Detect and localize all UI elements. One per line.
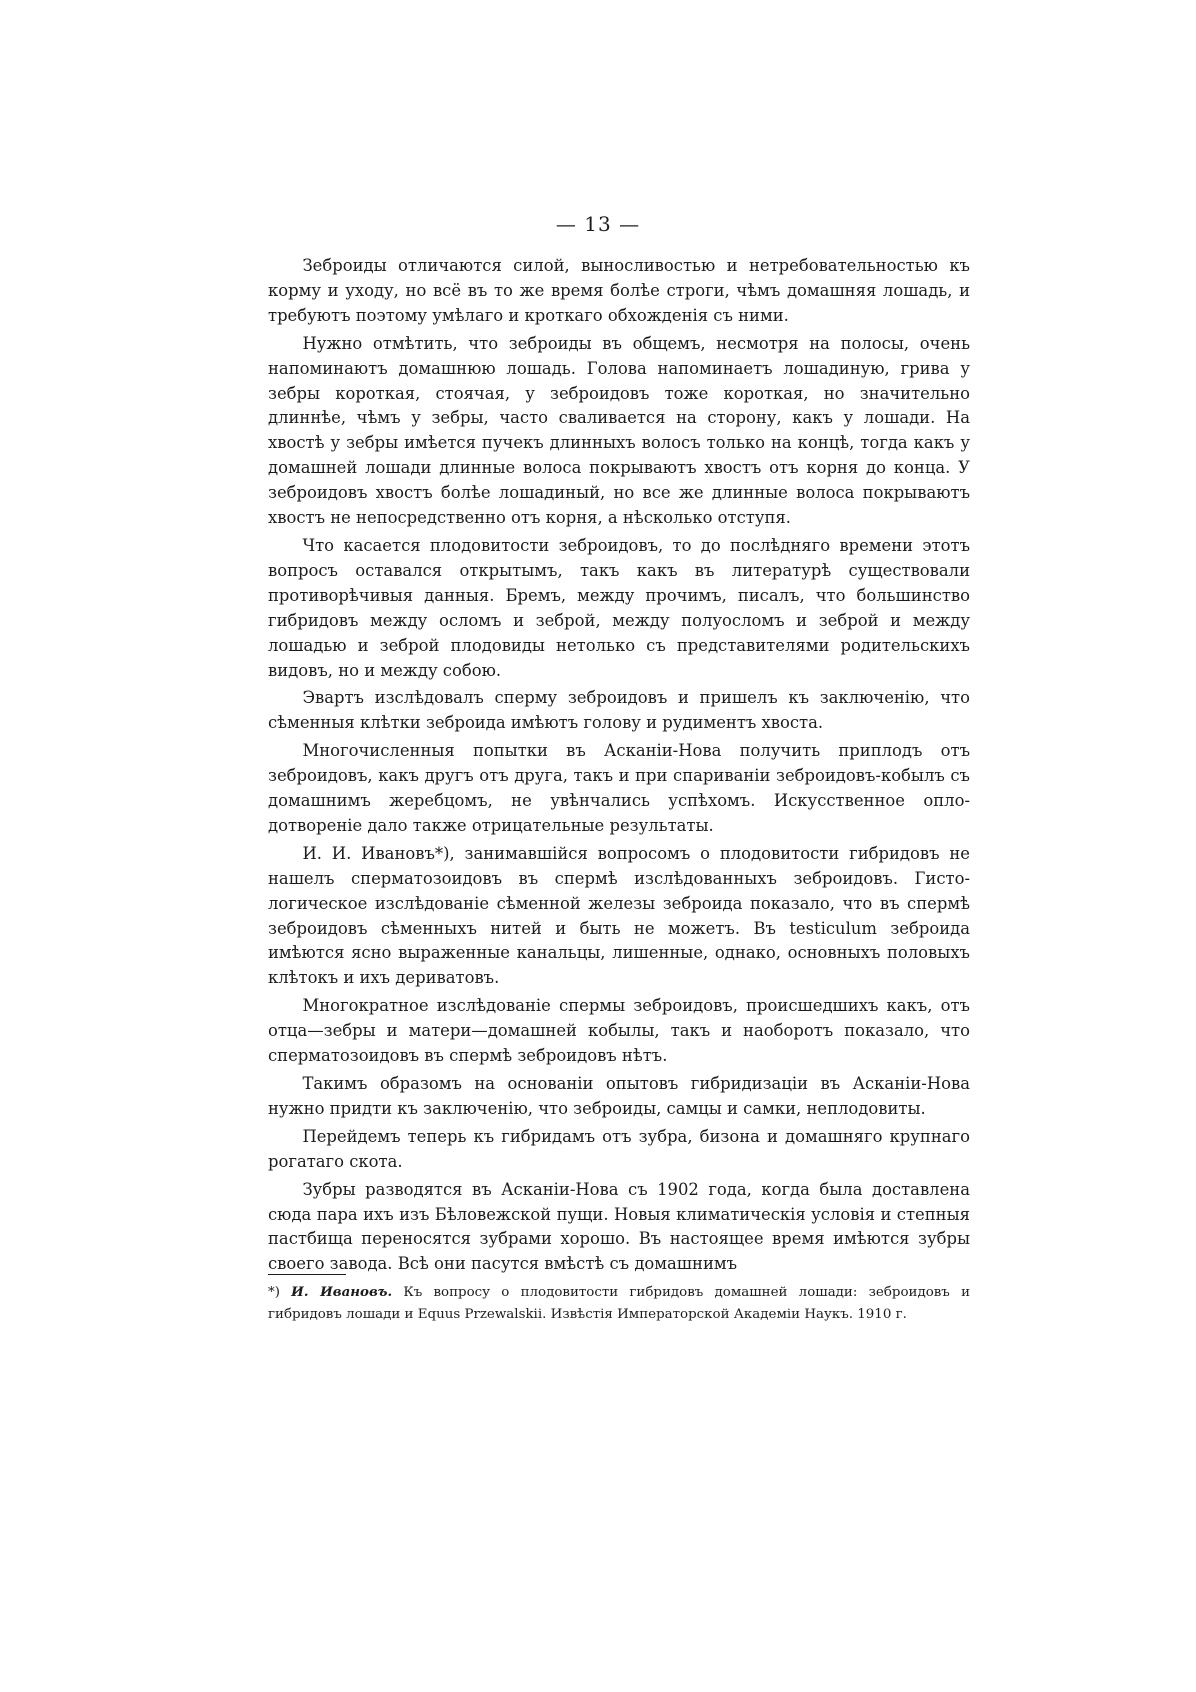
paragraph: Зубры разводятся въ Асканіи-Нова съ 1902 года, когда была доставлена сюда пара ихъ изъ Бѣловежской пущи. Новыя климатическія условія и степныя пастбища переносятся зубрами хорошо. Въ настоящее время имѣются зубры своего завода. Всѣ они пасутся вмѣстѣ съ домашнимъ xyxy=(268,1179,970,1274)
footnote xyxy=(268,1281,970,1326)
paragraph: Такимъ образомъ на основаніи опытовъ гибридизаціи въ Асканіи-Нова нужно придти къ заключенію, что зеброиды, самцы и самки, неплодовиты. xyxy=(268,1074,970,1118)
page-number: — 13 — xyxy=(555,212,641,236)
body-text xyxy=(268,254,970,1280)
footnote-text: Къ вопросу о плодовитости гибридовъ домашней лошади: зеброидовъ и гибридовъ лошади и Equus Przewalskii. Извѣстія Императорской Академіи Наукъ. 1910 г. xyxy=(268,1285,970,1322)
footnote-divider xyxy=(268,1274,346,1275)
paragraph: Зеброиды отличаются силой, выносливостью и нетребовательностью къ корму и уходу, но всё въ то же время болѣе строги, чѣмъ домашняя лошадь, и требуютъ поэтому умѣлаго и кроткаго обхожденія съ ними. xyxy=(268,256,970,325)
paragraph: Что касается плодовитости зеброидовъ, то до послѣдняго времени этотъ вопросъ оставался открытымъ, такъ какъ въ литературѣ существовали противорѣчивыя данныя. Бремъ, между прочимъ, писалъ, что большинство гибридовъ между осломъ и зеброй, между полуосломъ и зеброй и между лошадью и зеброй плодовиды нетолько съ представителями родительскихъ видовъ, но и между собою. xyxy=(268,535,970,680)
footnote-author: И. Ивановъ. xyxy=(291,1284,393,1300)
paragraph: Эвартъ изслѣдовалъ сперму зеброидовъ и пришелъ къ заключенію, что сѣменныя клѣтки зеброида имѣютъ голову и рудиментъ хвоста. xyxy=(268,688,970,733)
paragraph: Многократное изслѣдованіе спермы зеброидовъ, происшедшихъ какъ, отъ отца—зебры и матери—домашней кобылы, такъ и наоборотъ показало, что сперматозоидовъ въ спермѣ зеброидовъ нѣтъ. xyxy=(268,996,970,1066)
paragraph: Нужно отмѣтить, что зеброиды въ общемъ, несмотря на полосы, очень напоминаютъ домашнюю лошадь. Голова напоминаетъ лошадиную, грива у зебры короткая, стоячая, у зеброидовъ тоже короткая, но значительно длиннѣе, чѣмъ у зебры, часто сваливается на сторону, какъ у лошади. На хвостѣ у зебры имѣется пучекъ длинныхъ волосъ только на концѣ, тогда какъ у домашней лошади длинные волоса покрываютъ хвостъ отъ корня до конца. У зеброидовъ хвостъ болѣе лошадиный, но все же длинные волоса покрываютъ хвостъ не непосредственно отъ корня, а нѣсколько отступя. xyxy=(268,333,970,528)
paragraph: И. И. Ивановъ*), занимавшійся вопросомъ о плодовитости гибридовъ не нашелъ сперматозоидовъ въ спермѣ изслѣдованныхъ зеброидовъ. Гистологическое изслѣдованіе сѣменной железы зеброида показало, что въ спермѣ зеброидовъ сѣменныхъ нитей и быть не можетъ. Въ testiculum зеброида имѣются ясно выраженные канальцы, лишенные, однако, основныхъ половыхъ клѣтокъ и ихъ дериватовъ. xyxy=(268,843,970,988)
footnote-mark: *) xyxy=(268,1285,280,1300)
paragraph: Многочисленныя попытки въ Асканіи-Нова получить приплодъ отъ зеброидовъ, какъ другъ отъ друга, такъ и при спариваніи зеброидовъ-кобылъ съ домашнимъ жеребцомъ, не увѣнчались успѣхомъ. Искусственное оплодотвореніе дало также отрицательные результаты. xyxy=(268,741,970,835)
paragraph: Перейдемъ теперь къ гибридамъ отъ зубра, бизона и домашняго крупнаго рогатаго скота. xyxy=(268,1126,970,1171)
